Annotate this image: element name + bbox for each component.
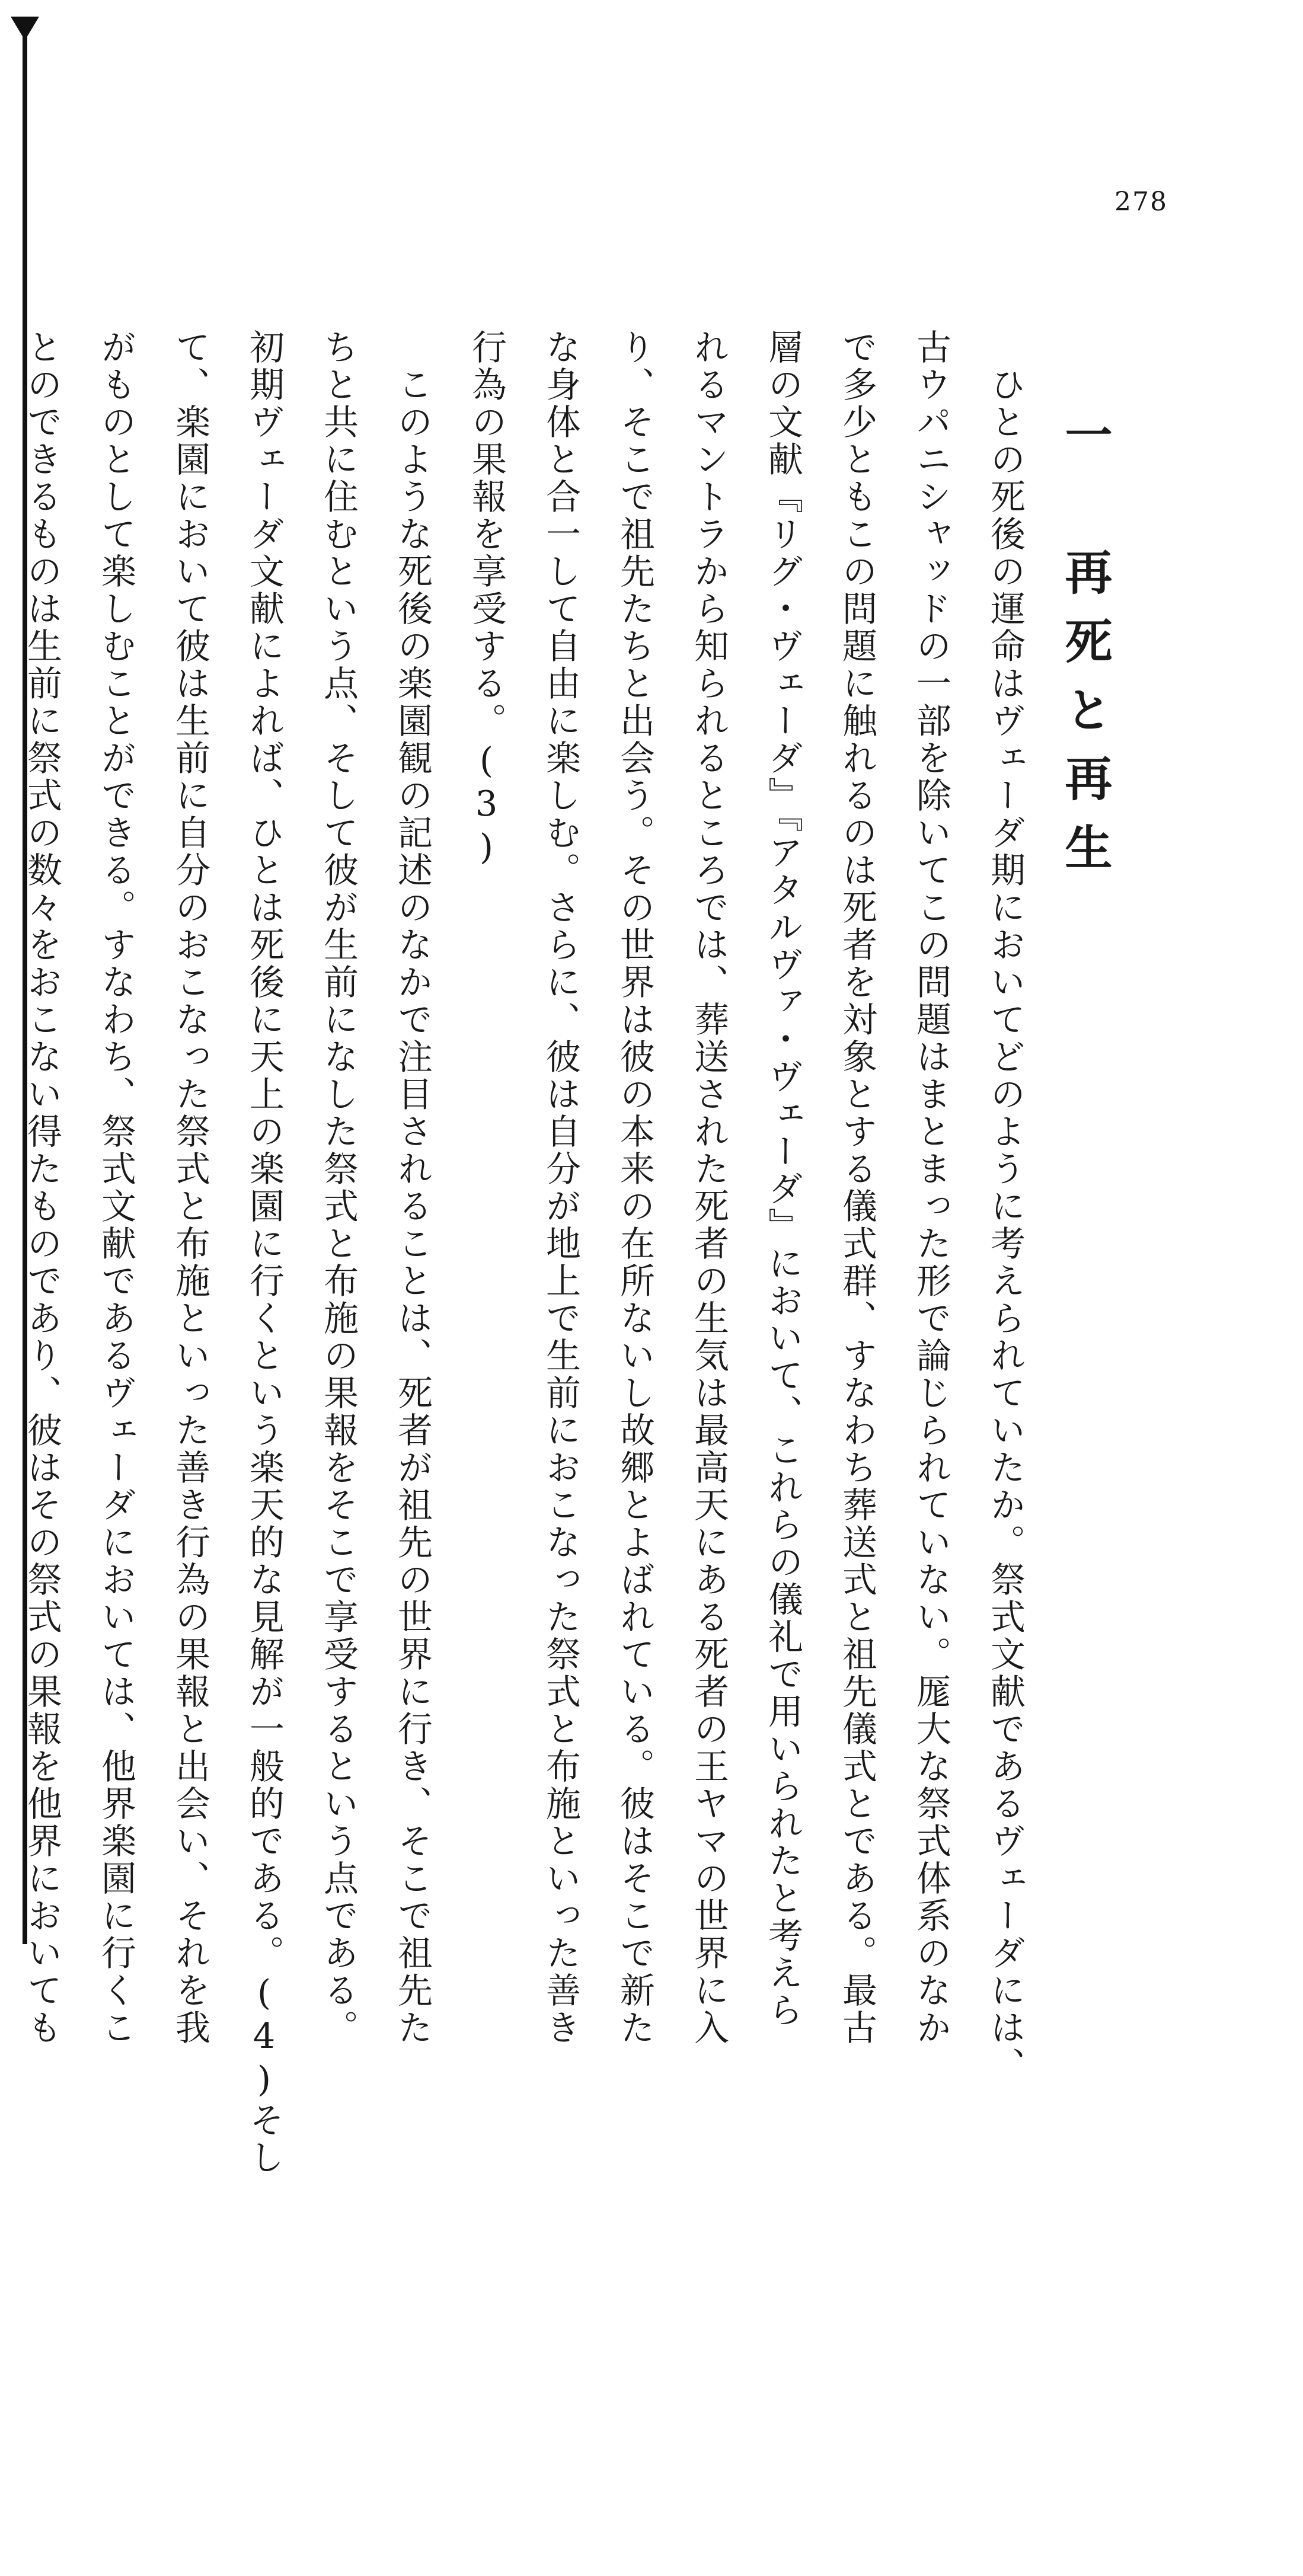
text-line: ひとの死後の運命はヴェーダ期においてどのように考えられていたか。祭式文献であるヴェーダには、 (985, 329, 1026, 2084)
text-line: な身体と合一して自由に楽しむ。さらに、彼は自分が地上で生前におこなった祭式と布施といった善き (540, 329, 581, 2047)
page-number: 278 (1114, 187, 1168, 217)
text-line: り、そこで祖先たちと出会う。その世界は彼の本来の在所ないし故郷とよばれている。彼はそこで新た (614, 329, 655, 2047)
text-line: 行為の果報を享受する。(3) (466, 329, 507, 870)
text-line: 層の文献『リグ・ヴェーダ』『アタルヴァ・ヴェーダ』において、これらの儀礼で用いられたと考えら (762, 329, 803, 2030)
text-line: て、楽園において彼は生前に自分のおこなった祭式と布施といった善き行為の果報と出会い、それを我 (170, 329, 210, 2047)
text-line: 初期ヴェーダ文献によれば、ひとは死後に天上の楽園に行くという楽天的な見解が一般的である。(4)そし (244, 329, 285, 2177)
body-text (0, 329, 1042, 2177)
text-line: とのできるものは生前に祭式の数々をおこない得たものであり、彼はその祭式の果報を他界においても (21, 329, 62, 2047)
text-line: がものとして楽しむことができる。すなわち、祭式文献であるヴェーダにおいては、他界楽園に行くこ (95, 329, 136, 2047)
text-line: ちと共に住むという点、そして彼が生前になした祭式と布施の果報をそこで享受するという点である。 (318, 329, 359, 2047)
text-line (0, 329, 5, 1977)
text-line: 古ウパニシャッドの一部を除いてこの問題はまとまった形で論じられていない。厖大な祭式体系のなか (911, 329, 951, 2047)
text-line: で多少ともこの問題に触れるのは死者を対象とする儀式群、すなわち葬送式と祖先儀式とである。最古 (836, 329, 877, 2047)
text-line: れるマントラから知られるところでは、葬送された死者の生気は最高天にある死者の王ヤマの世界に入 (688, 329, 729, 2047)
section-title: 一 再死と再生 (1057, 410, 1113, 891)
text-line: このような死後の楽園観の記述のなかで注目されることは、死者が祖先の世界に行き、そこで祖先た (392, 329, 433, 2047)
